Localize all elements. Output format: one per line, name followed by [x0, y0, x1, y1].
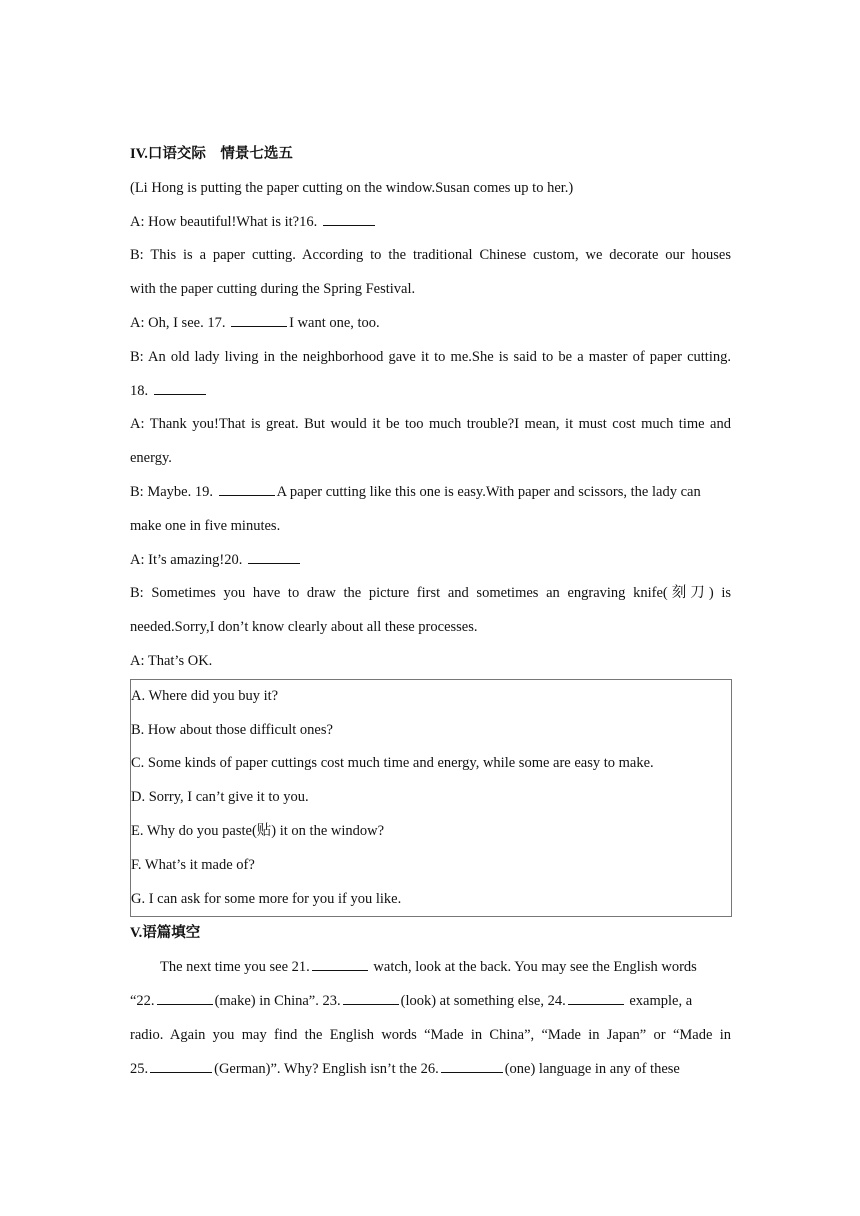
option-d: D. Sorry, I can’t give it to you.	[131, 789, 309, 806]
section-4-heading: IV.口语交际 情景七选五	[130, 146, 293, 162]
option-b: B. How about those difficult ones?	[131, 721, 333, 738]
dialogue-line-12: B: Sometimes you have to draw the picture first and sometimes an engraving knife(刻刀) is	[130, 585, 731, 602]
dialogue-line-4: A: Oh, I see. 17. I want one, too.	[130, 307, 731, 341]
answer-blank-17[interactable]	[231, 312, 287, 327]
answer-blank-23[interactable]	[343, 990, 399, 1005]
option-e: E. Why do you paste(贴) it on the window?	[131, 822, 385, 839]
dialogue-line-10: make one in five minutes.	[130, 517, 281, 534]
passage-line-2: “22. (make) in China”. 23. (look) at something else, 24. example, a	[130, 985, 731, 1019]
dialogue-line-13: needed.Sorry,I don’t know clearly about all these processes.	[130, 619, 478, 636]
dialogue-line-9: B: Maybe. 19. A paper cutting like this one is easy.With paper and scissors, the lady can	[130, 476, 731, 510]
option-f: F. What’s it made of?	[131, 856, 255, 873]
answer-blank-22[interactable]	[157, 990, 213, 1005]
dialogue-line-7: A: Thank you!That is great. But would it be too much trouble?I mean, it must cost much time and	[130, 416, 731, 433]
option-c: C. Some kinds of paper cuttings cost much time and energy, while some are easy to make.	[131, 755, 654, 772]
answer-blank-24[interactable]	[568, 990, 624, 1005]
option-g: G. I can ask for some more for you if you like.	[131, 890, 402, 907]
answer-blank-26[interactable]	[441, 1058, 503, 1073]
passage-line-4: 25. (German)”. Why? English isn’t the 26. (one) language in any of these	[130, 1053, 731, 1087]
answer-blank-21[interactable]	[312, 956, 368, 971]
passage-line-3: radio. Again you may find the English words “Made in China”, “Made in Japan” or “Made in	[130, 1026, 731, 1043]
option-a: A. Where did you buy it?	[131, 687, 279, 704]
answer-blank-20[interactable]	[248, 549, 300, 564]
answer-blank-16[interactable]	[323, 211, 375, 226]
worksheet-page	[130, 138, 731, 1086]
dialogue-line-6: 18.	[130, 375, 731, 409]
options-box	[130, 679, 732, 918]
answer-blank-25[interactable]	[150, 1058, 212, 1073]
section-5-heading: V.语篇填空	[130, 925, 201, 942]
answer-blank-19[interactable]	[219, 481, 275, 496]
dialogue-line-14: A: That’s OK.	[130, 652, 213, 669]
dialogue-intro: (Li Hong is putting the paper cutting on the window.Susan comes up to her.)	[130, 179, 574, 196]
dialogue-line-2: B: This is a paper cutting. According to the traditional Chinese custom, we decorate our houses	[130, 247, 731, 264]
dialogue-line-8: energy.	[130, 450, 172, 467]
dialogue-line-3: with the paper cutting during the Spring Festival.	[130, 281, 416, 298]
dialogue-line-5: B: An old lady living in the neighborhood gave it to me.She is said to be a master of paper cutting.	[130, 348, 731, 365]
dialogue-line-11: A: It’s amazing!20.	[130, 544, 731, 578]
answer-blank-18[interactable]	[154, 380, 206, 395]
dialogue-line-1: A: How beautiful!What is it?16.	[130, 206, 731, 240]
passage-line-1: The next time you see 21. watch, look at the back. You may see the English words	[130, 951, 731, 985]
